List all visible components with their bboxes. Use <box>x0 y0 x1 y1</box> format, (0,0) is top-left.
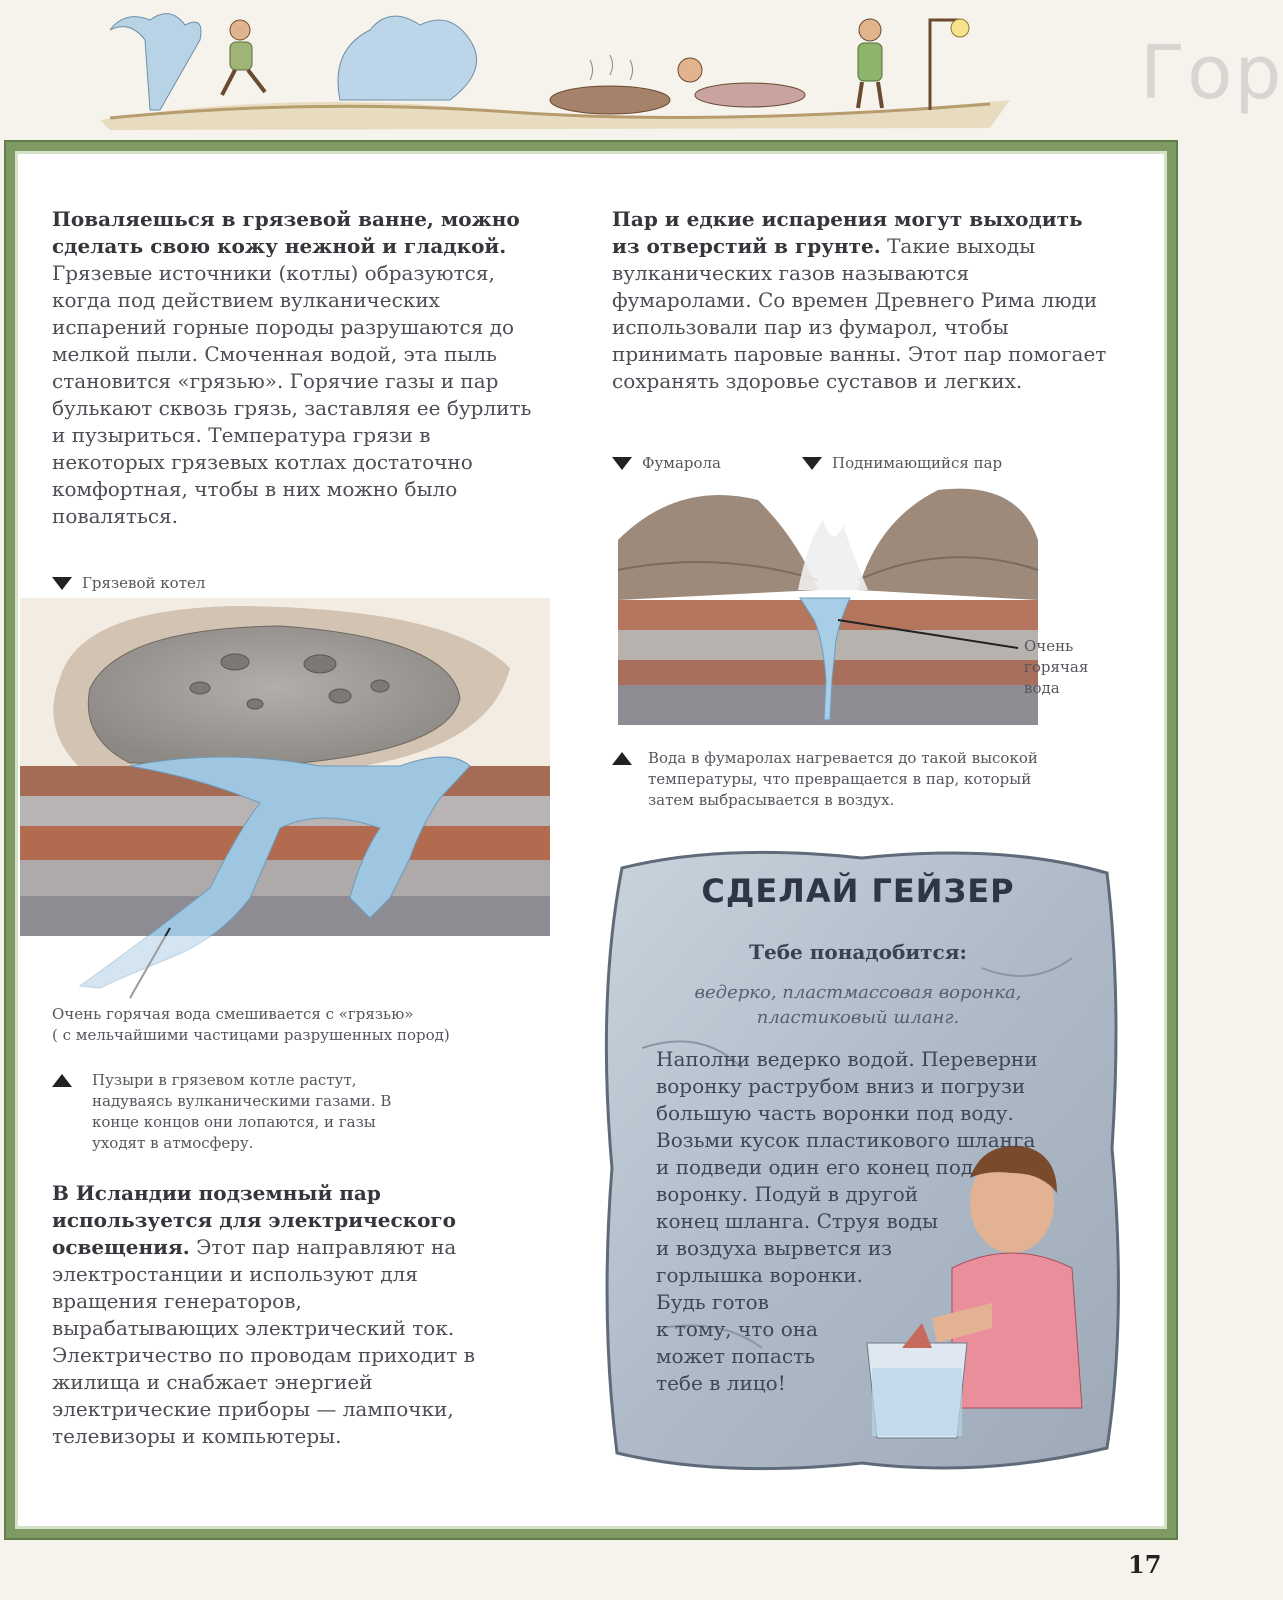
hot-water-caption-line-2: ( с мельчайшими частицами разрушенных пород) <box>52 1026 450 1044</box>
instruction-line: тебе в лицо! <box>656 1371 786 1395</box>
instruction-line: Наполни ведерко водой. Переверни <box>656 1047 1038 1071</box>
lying-child-icon <box>678 58 805 107</box>
instruction-line: Будь готов <box>656 1290 769 1314</box>
fumarole-text: Такие выходы вулканических газов называются фумаролами. Со времен Древнего Рима люди использовали пар из фумарол, чтобы принимать паровые ванны. Этот пар помогает сохранять здоровье суставов и легких. <box>612 234 1107 393</box>
instruction-line: большую часть воронки под воду. <box>656 1101 1014 1125</box>
triangle-down-icon <box>612 457 632 470</box>
instruction-line: и воздуха вырвется из <box>656 1236 893 1260</box>
standing-child-icon <box>858 19 882 108</box>
triangle-up-icon <box>612 752 632 765</box>
iceland-lead: В Исландии подземный пар используется для электрического освещения. <box>52 1181 457 1259</box>
fumarole-label-text: Фумарола <box>642 454 721 472</box>
hot-water-caption-line-1: Очень горячая вода смешивается с «грязью» <box>52 1005 414 1023</box>
rising-steam-label-text: Поднимающийся пар <box>832 454 1003 472</box>
instruction-line: воронку раструбом вниз и погрузи <box>656 1074 1026 1098</box>
activity-items-line-1: ведерко, пластмассовая воронка, <box>694 982 1022 1003</box>
very-hot-water-label: Очень горячая вода <box>1024 637 1089 697</box>
side-page-title: Гор <box>1140 30 1283 116</box>
iceland-paragraph <box>52 1180 492 1450</box>
bubbles-caption-text: Пузыри в грязевом котле растут, надуваясь вулканическими газами. В конце концов они лопаются, и газы уходят в атмосферу. <box>92 1071 392 1152</box>
mud-pot-illustration <box>20 598 550 998</box>
water-splash-icon <box>338 16 477 100</box>
triangle-up-icon <box>52 1074 72 1087</box>
activity-items <box>608 980 1108 1030</box>
mud-bath-lead: Поваляешься в грязевой ванне, можно сделать свою кожу нежной и гладкой. <box>52 207 520 258</box>
activity-items-line-2: пластиковый шланг. <box>756 1007 960 1028</box>
activity-title: СДЕЛАЙ ГЕЙЗЕР <box>701 872 1015 910</box>
lamp-icon <box>930 19 969 110</box>
fumarole-illustration <box>618 480 1058 730</box>
rising-steam-label <box>802 454 1002 472</box>
running-child-icon <box>222 20 265 95</box>
iceland-text: Этот пар направляют на электростанции и используют для вращения генераторов, вырабатывающих электрический ток. Электричество по проводам приходит в жилища и снабжает энергией электрические приборы — лампочки, телевизоры и компьютеры. <box>52 1235 475 1448</box>
instruction-line: конец шланга. Струя воды <box>656 1209 939 1233</box>
fumarole-label <box>612 454 721 472</box>
top-illustration-strip <box>90 0 1010 135</box>
fumarole-caption <box>612 748 1062 811</box>
geyser-icon <box>110 14 201 110</box>
bubbles-caption <box>52 1070 412 1154</box>
fumarole-caption-text: Вода в фумаролах нагревается до такой высокой температуры, что превращается в пар, который затем выбрасывается в воздух. <box>648 749 1038 809</box>
instruction-line: Возьми кусок пластикового шланга <box>656 1128 1036 1152</box>
mud-pot-label-text: Грязевой котел <box>82 574 206 592</box>
instruction-line: горлышка воронки. <box>656 1263 863 1287</box>
hot-water-caption <box>52 1004 572 1046</box>
mud-pool-icon <box>550 55 670 114</box>
fumarole-paragraph <box>612 206 1107 395</box>
instruction-line: к тому, что она <box>656 1317 818 1341</box>
page-number: 17 <box>1128 1550 1162 1579</box>
triangle-down-icon <box>52 577 72 590</box>
activity-need-label: Тебе понадобится: <box>749 940 967 964</box>
mud-bath-text: Грязевые источники (котлы) образуются, когда под действием вулканических испарений горные породы разрушаются до мелкой пыли. Смоченная водой, эта пыль становится «грязью». Горячие газы и пар булькают сквозь грязь, заставляя ее бурлить и пузыриться. Температура грязи в некоторых грязевых котлах достаточно комфортная, чтобы в них можно было поваляться. <box>52 261 532 528</box>
instruction-line: может попасть <box>656 1344 816 1368</box>
mud-bath-paragraph <box>52 206 542 530</box>
instruction-line: воронку. Подуй в другой <box>656 1182 919 1206</box>
fumarole-lead: Пар и едкие испарения могут выходить из отверстий в грунте. <box>612 207 1083 258</box>
mud-pot-label <box>52 574 205 592</box>
triangle-down-icon <box>802 457 822 470</box>
instruction-line: и подведи один его конец под <box>656 1155 974 1179</box>
activity-instructions <box>656 1046 1086 1397</box>
